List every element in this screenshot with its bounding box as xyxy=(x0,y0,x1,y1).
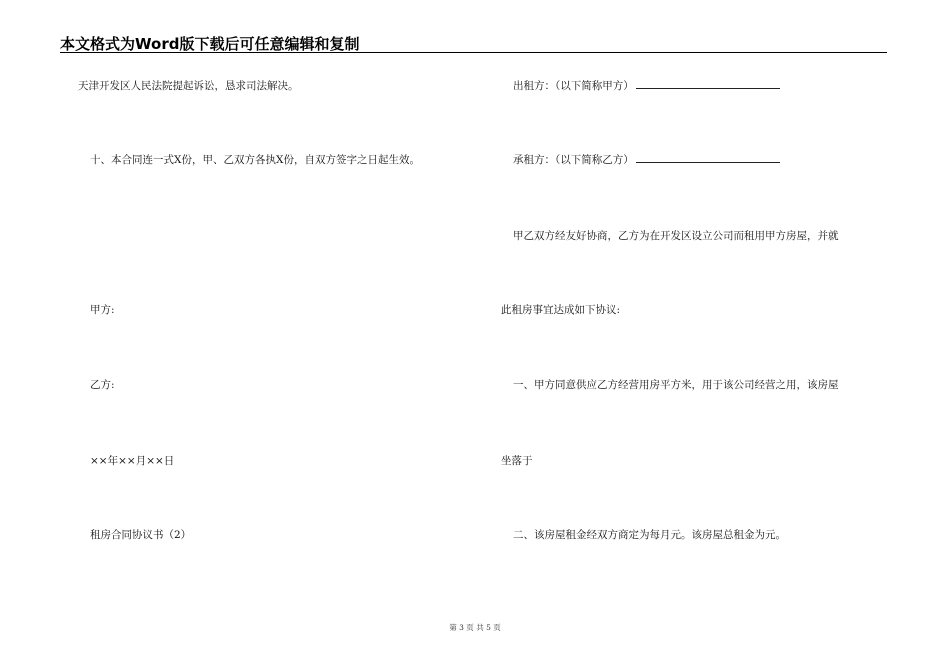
right-line-clause-two: 二、该房屋租金经双方商定为每月元。该房屋总租金为元。 xyxy=(513,529,786,541)
lessee-blank xyxy=(636,153,780,163)
left-line-clause-ten: 十、本合同连一式X份，甲、乙双方各执X份，自双方签字之日起生效。 xyxy=(90,154,420,166)
left-line-contract-title: 租房合同协议书（2） xyxy=(90,529,192,541)
page-indicator: 第 3 页 共 5 页 xyxy=(449,623,501,632)
lessor-blank xyxy=(636,79,780,89)
right-line-location: 坐落于 xyxy=(501,455,533,467)
lessor-label: 出租方：（以下简称甲方） xyxy=(513,80,634,92)
left-line-date: ××年××月××日 xyxy=(90,455,175,467)
lessee-line xyxy=(513,153,780,167)
document-header-title: 本文格式为Word版下载后可任意编辑和复制 xyxy=(60,35,360,53)
left-line-party-a: 甲方: xyxy=(90,304,115,316)
left-line-court: 天津开发区人民法院提起诉讼，恳求司法解决。 xyxy=(78,80,299,92)
right-line-negotiation: 甲乙双方经友好协商，乙方为在开发区设立公司而租用甲方房屋，并就 xyxy=(513,230,839,242)
right-line-clause-one: 一、甲方同意供应乙方经营用房平方米，用于该公司经营之用，该房屋 xyxy=(513,379,839,391)
lessor-line xyxy=(513,79,780,93)
lessee-label: 承租方：（以下简称乙方） xyxy=(513,154,634,166)
header-divider xyxy=(60,52,887,53)
right-line-agreement: 此租房事宜达成如下协议: xyxy=(501,304,621,316)
left-line-party-b: 乙方: xyxy=(90,379,115,391)
